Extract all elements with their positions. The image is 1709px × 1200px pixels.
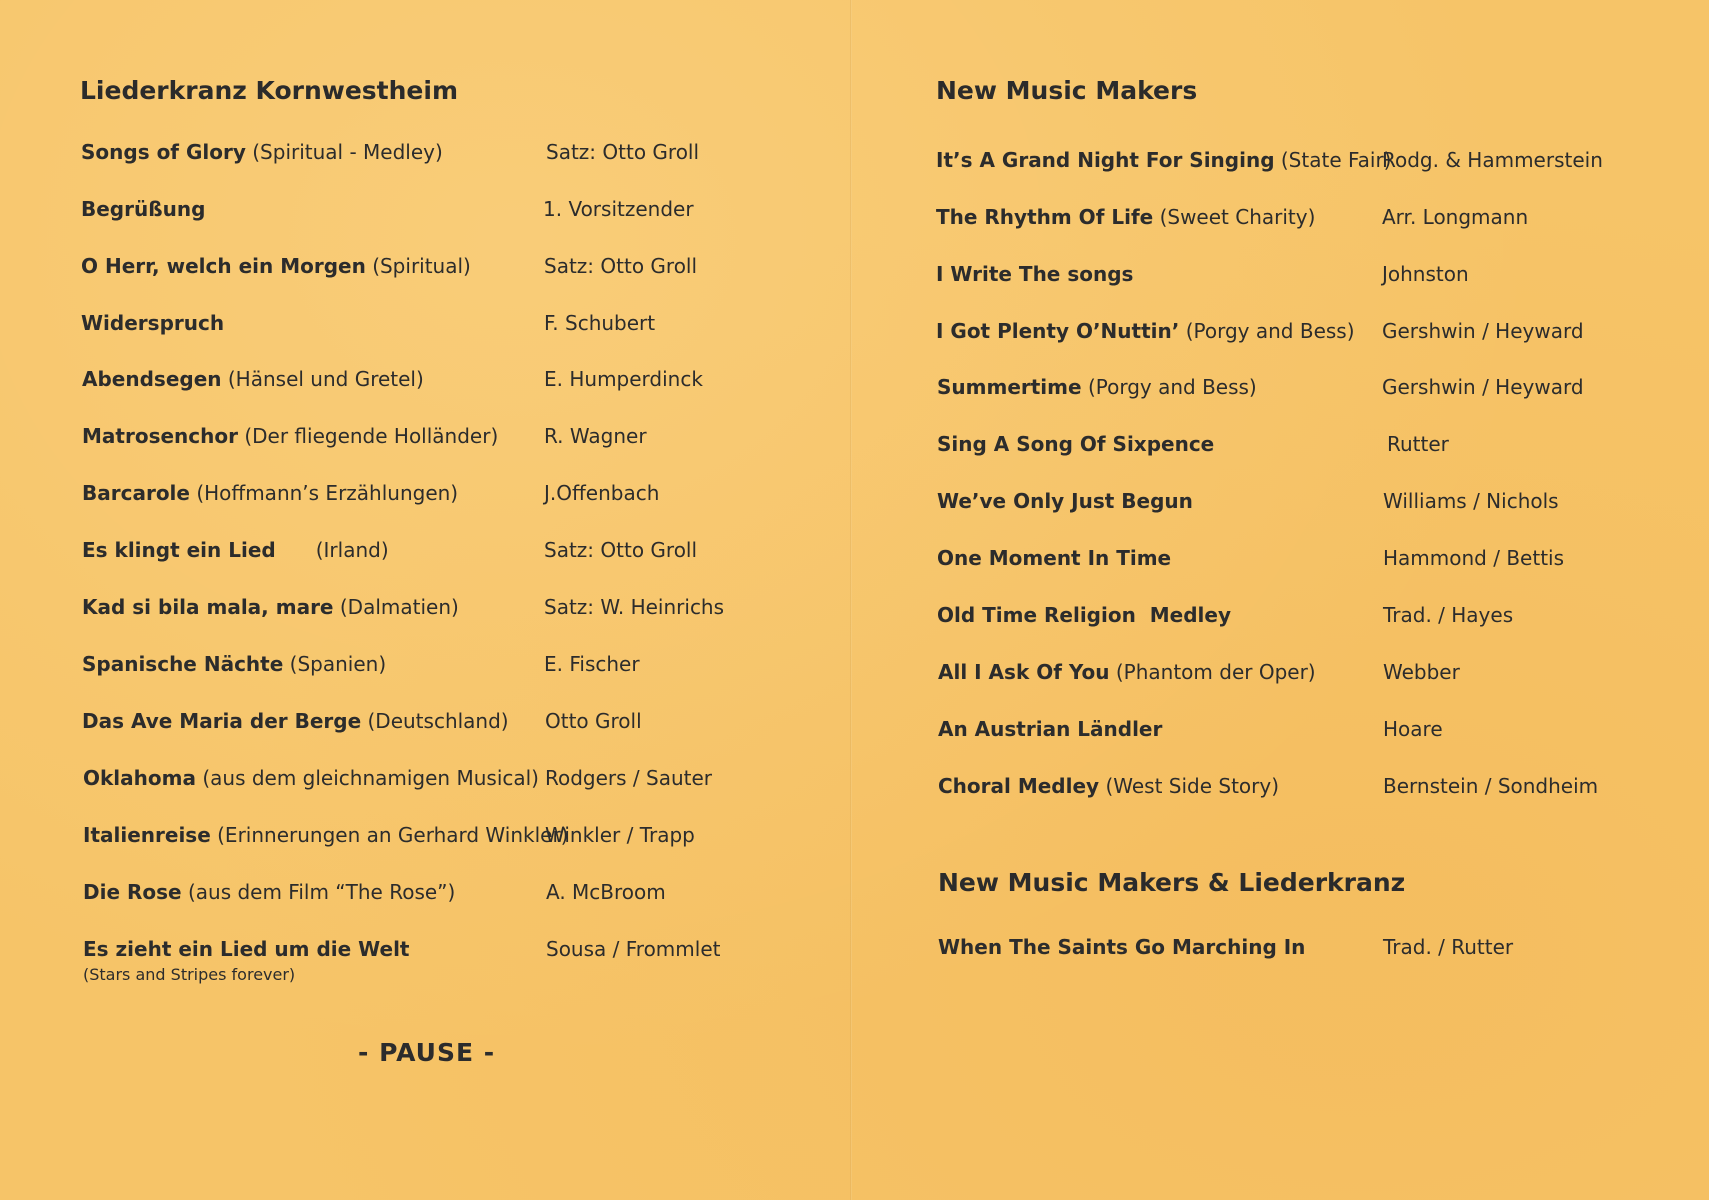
song-origin: (Irland) [315, 538, 389, 562]
song-title: Das Ave Maria der Berge [82, 709, 362, 733]
song-composer: Otto Groll [545, 709, 642, 733]
song-entry [83, 880, 455, 904]
song-composer: 1. Vorsitzender [543, 197, 694, 221]
song-composer: Gershwin / Heyward [1382, 319, 1584, 343]
left-page-heading: Liederkranz Kornwestheim [80, 76, 459, 105]
song-title: Songs of Glory [81, 140, 246, 164]
song-composer: Sousa / Frommlet [546, 937, 721, 961]
program-item [937, 546, 1707, 596]
song-title: One Moment In Time [937, 546, 1172, 570]
pause-label: - PAUSE - [358, 1038, 496, 1067]
program-item [937, 603, 1707, 653]
song-entry [82, 652, 386, 676]
song-composer: Rodg. & Hammerstein [1382, 148, 1603, 172]
program-item [82, 595, 842, 645]
program-item [938, 774, 1708, 824]
program-item [937, 432, 1707, 482]
song-composer: Gershwin / Heyward [1382, 375, 1584, 399]
program-item [938, 660, 1708, 710]
song-composer: F. Schubert [544, 311, 656, 335]
song-origin: (West Side Story) [1105, 774, 1280, 798]
song-origin: (Hänsel und Gretel) [227, 367, 424, 391]
song-origin: (State Fair) [1280, 148, 1392, 172]
song-origin: (Porgy and Bess) [1185, 319, 1355, 343]
song-entry [936, 148, 1391, 172]
song-composer: Hoare [1383, 717, 1443, 741]
song-composer: J.Offenbach [544, 481, 660, 505]
program-item [81, 254, 841, 304]
program-item [938, 935, 1708, 985]
song-entry [82, 595, 459, 619]
song-subtitle: (Stars and Stripes forever) [83, 965, 296, 984]
song-entry [81, 140, 443, 164]
song-composer: Williams / Nichols [1383, 489, 1559, 513]
song-entry [82, 538, 389, 562]
song-entry [82, 424, 498, 448]
program-item [83, 880, 843, 930]
song-origin: (Sweet Charity) [1159, 205, 1316, 229]
song-entry [81, 197, 205, 221]
song-title: Die Rose [83, 880, 182, 904]
program-item [82, 367, 842, 417]
song-entry [938, 660, 1316, 684]
song-title: Italienreise [83, 823, 211, 847]
song-title: It’s A Grand Night For Singing [936, 148, 1275, 172]
song-title: O Herr, welch ein Morgen [81, 254, 366, 278]
song-entry [82, 367, 424, 391]
right-page [852, 0, 1709, 1200]
song-entry [81, 254, 471, 278]
program-item [82, 652, 842, 702]
song-origin: (Deutschland) [367, 709, 509, 733]
song-title: Abendsegen [82, 367, 222, 391]
song-composer: Bernstein / Sondheim [1383, 774, 1599, 798]
song-title: Choral Medley [938, 774, 1100, 798]
song-origin: (Der fliegende Holländer) [244, 424, 499, 448]
song-origin: (Hoffmann’s Erzählungen) [196, 481, 459, 505]
song-title: Summertime [937, 375, 1082, 399]
song-composer: A. McBroom [546, 880, 666, 904]
song-title: The Rhythm Of Life [936, 205, 1154, 229]
song-title: I Got Plenty O’Nuttin’ [936, 319, 1180, 343]
finale-heading: New Music Makers & Liederkranz [938, 868, 1406, 897]
song-title: Matrosenchor [82, 424, 238, 448]
song-composer: Trad. / Rutter [1383, 935, 1514, 959]
song-title: I Write The songs [936, 262, 1134, 286]
song-entry [83, 937, 409, 984]
program-item [82, 538, 842, 588]
program-item [82, 481, 842, 531]
song-title: An Austrian Ländler [938, 717, 1163, 741]
song-origin: (aus dem gleichnamigen Musical) [202, 766, 539, 790]
program-item [83, 937, 843, 997]
song-entry [82, 481, 458, 505]
song-entry [938, 717, 1162, 741]
song-composer: Arr. Longmann [1382, 205, 1529, 229]
song-composer: Johnston [1382, 262, 1469, 286]
song-origin: (Dalmatien) [339, 595, 459, 619]
song-origin: (Spiritual - Medley) [252, 140, 443, 164]
program-item [81, 140, 841, 190]
song-origin: (Porgy and Bess) [1087, 375, 1257, 399]
song-composer: Trad. / Hayes [1383, 603, 1514, 627]
song-entry [936, 205, 1315, 229]
song-entry [937, 489, 1193, 513]
program-item [936, 262, 1706, 312]
program-item [83, 766, 843, 816]
song-composer: Winkler / Trapp [545, 823, 695, 847]
song-title: Es klingt ein Lied [82, 538, 276, 562]
song-composer: Rodgers / Sauter [545, 766, 713, 790]
program-item [936, 148, 1706, 198]
song-origin: (Spiritual) [372, 254, 471, 278]
song-composer: Satz: Otto Groll [546, 140, 700, 164]
song-origin: (aus dem Film “The Rose”) [187, 880, 456, 904]
song-title: Es zieht ein Lied um die Welt [83, 937, 410, 961]
song-composer: R. Wagner [544, 424, 647, 448]
song-title: Barcarole [82, 481, 190, 505]
song-entry [937, 432, 1214, 456]
program-item [83, 823, 843, 873]
song-entry [938, 935, 1305, 959]
song-composer: Hammond / Bettis [1383, 546, 1565, 570]
song-title: Widerspruch [81, 311, 225, 335]
song-entry [83, 766, 539, 790]
song-title: Oklahoma [83, 766, 196, 790]
song-origin: (Spanien) [289, 652, 387, 676]
song-title: When The Saints Go Marching In [938, 935, 1306, 959]
song-entry [937, 375, 1257, 399]
program-item [82, 424, 842, 474]
song-composer: E. Humperdinck [544, 367, 703, 391]
song-composer: Satz: Otto Groll [544, 538, 698, 562]
left-page [0, 0, 850, 1200]
program-item [81, 197, 841, 247]
song-composer: Satz: W. Heinrichs [544, 595, 725, 619]
song-title: Sing A Song Of Sixpence [937, 432, 1215, 456]
song-entry [83, 823, 568, 847]
song-title: Kad si bila mala, mare [82, 595, 334, 619]
song-composer: E. Fischer [544, 652, 640, 676]
song-title: Spanische Nächte [82, 652, 284, 676]
song-composer: Rutter [1387, 432, 1449, 456]
song-title: Old Time Religion Medley [937, 603, 1231, 627]
program-item [937, 375, 1707, 425]
program-item [937, 489, 1707, 539]
song-entry [937, 603, 1231, 627]
program-item [936, 205, 1706, 255]
song-entry [936, 319, 1355, 343]
song-entry [82, 709, 509, 733]
right-page-heading: New Music Makers [936, 76, 1198, 105]
song-title: All I Ask Of You [938, 660, 1110, 684]
song-composer: Webber [1383, 660, 1460, 684]
song-composer: Satz: Otto Groll [544, 254, 698, 278]
program-item [938, 717, 1708, 767]
song-origin: (Erinnerungen an Gerhard Winkler) [217, 823, 569, 847]
program-item [81, 311, 841, 361]
song-entry [937, 546, 1171, 570]
song-entry [81, 311, 224, 335]
song-title: We’ve Only Just Begun [937, 489, 1193, 513]
song-origin: (Phantom der Oper) [1115, 660, 1316, 684]
song-entry [936, 262, 1133, 286]
song-entry [938, 774, 1279, 798]
program-item [82, 709, 842, 759]
song-title: Begrüßung [81, 197, 206, 221]
program-item [936, 319, 1706, 369]
